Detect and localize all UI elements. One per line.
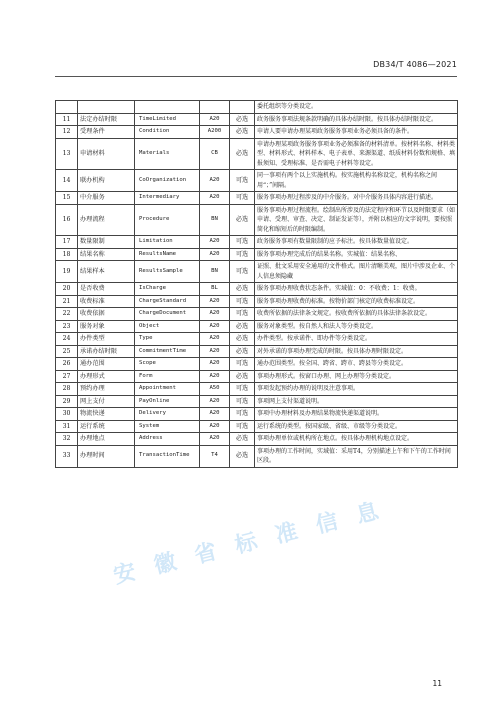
cell-element-code: ResultsName bbox=[135, 248, 200, 261]
cell-data-type: CB bbox=[200, 138, 230, 170]
cell-constraint: 必选 bbox=[230, 320, 255, 333]
cell-data-type: A20 bbox=[200, 170, 230, 192]
table-row bbox=[56, 395, 458, 408]
cell-description: 证照、批文采用安全通用的文件格式。图片清晰美观，图片中涉及企业、个人信息须隐藏 bbox=[255, 261, 458, 283]
cell-element-name: 预约办理 bbox=[78, 383, 135, 396]
table-row bbox=[56, 445, 458, 467]
table-row bbox=[56, 333, 458, 346]
cell-description: 事项中办理材料及办理结果物流快递渠道说明。 bbox=[255, 408, 458, 421]
cell-description: 服务事项办理收费的标准。按物价部门核定的收费标准设定。 bbox=[255, 295, 458, 308]
cell-description: 服务事项办理过程涉及的中介服务。对中介服务具体内容进行描述。 bbox=[255, 192, 458, 205]
cell-element-code: TimeLimited bbox=[135, 113, 200, 126]
cell-element-code: System bbox=[135, 420, 200, 433]
cell-row-number: 13 bbox=[56, 138, 78, 170]
cell-row-number: 22 bbox=[56, 308, 78, 321]
cell-constraint: 必选 bbox=[230, 333, 255, 346]
cell-data-type: A20 bbox=[200, 113, 230, 126]
table-row bbox=[56, 236, 458, 249]
cell-element-code: ChargeStandard bbox=[135, 295, 200, 308]
cell-row-number: 21 bbox=[56, 295, 78, 308]
cell-description: 事项办理单位或机构所在地点。按具体办理机构地点设定。 bbox=[255, 433, 458, 446]
cell-element-name: 收费标准 bbox=[78, 295, 135, 308]
cell-row-number: 15 bbox=[56, 192, 78, 205]
cell-element-code: Form bbox=[135, 370, 200, 383]
cell-element-name bbox=[78, 101, 135, 114]
cell-data-type: A20 bbox=[200, 308, 230, 321]
cell-data-type: A20 bbox=[200, 236, 230, 249]
table-row bbox=[56, 101, 458, 114]
cell-description: 申请办理某项政务服务事项业务必须准备的材料清单。按材料名称、材料类型、材料形式、材料样本、电子表单、来源渠道、纸质材料份数和规格、填报须知、受理标准、是否需电子材料等设定。 bbox=[255, 138, 458, 170]
table-row bbox=[56, 283, 458, 296]
cell-data-type: A20 bbox=[200, 192, 230, 205]
cell-description: 对外承诺的事项办理完成的时限。按具体办理时限设定。 bbox=[255, 345, 458, 358]
table-row bbox=[56, 261, 458, 283]
cell-constraint: 必选 bbox=[230, 204, 255, 236]
cell-row-number: 16 bbox=[56, 204, 78, 236]
cell-description: 服务事项办理过程流程。绘制出所涉及的法定程序和环节以及时限要求（如申请、受理、审查、决定、制证发证等），并附以相应的文字说明，要按照简化和缩短后的时限编制。 bbox=[255, 204, 458, 236]
cell-constraint: 必选 bbox=[230, 445, 255, 467]
cell-constraint: 可选 bbox=[230, 308, 255, 321]
cell-element-name: 运行系统 bbox=[78, 420, 135, 433]
cell-row-number: 29 bbox=[56, 395, 78, 408]
table-row bbox=[56, 126, 458, 139]
cell-element-name: 办理时间 bbox=[78, 445, 135, 467]
cell-row-number: 20 bbox=[56, 283, 78, 296]
page-number: 11 bbox=[432, 679, 442, 688]
table-row bbox=[56, 420, 458, 433]
cell-element-name: 通办范围 bbox=[78, 358, 135, 371]
cell-constraint: 可选 bbox=[230, 170, 255, 192]
cell-constraint: 可选 bbox=[230, 395, 255, 408]
cell-row-number: 32 bbox=[56, 433, 78, 446]
table-row bbox=[56, 358, 458, 371]
cell-element-name: 数量限制 bbox=[78, 236, 135, 249]
table-row bbox=[56, 138, 458, 170]
cell-element-name: 申请材料 bbox=[78, 138, 135, 170]
cell-data-type: BL bbox=[200, 283, 230, 296]
table-row bbox=[56, 345, 458, 358]
cell-element-code: Procedure bbox=[135, 204, 200, 236]
table-row bbox=[56, 320, 458, 333]
cell-description: 政务服务事项有数量限制的应予标注。按具体数量值设定。 bbox=[255, 236, 458, 249]
cell-constraint: 必选 bbox=[230, 113, 255, 126]
watermark: 安 徽 省 标 准 信 息 bbox=[111, 497, 387, 590]
cell-row-number: 26 bbox=[56, 358, 78, 371]
cell-element-code: TransactionTime bbox=[135, 445, 200, 467]
cell-element-code: Address bbox=[135, 433, 200, 446]
cell-element-name: 中介服务 bbox=[78, 192, 135, 205]
cell-element-name: 办件类型 bbox=[78, 333, 135, 346]
cell-description: 服务事项办理收费状态条件。实域值：0：不收费；1：收费。 bbox=[255, 283, 458, 296]
cell-description: 事项网上支付渠道说明。 bbox=[255, 395, 458, 408]
cell-description: 服务对象类型。按自然人和法人等分类设定。 bbox=[255, 320, 458, 333]
cell-constraint: 必选 bbox=[230, 433, 255, 446]
cell-constraint: 必选 bbox=[230, 283, 255, 296]
header-rule bbox=[55, 76, 457, 77]
cell-data-type: A20 bbox=[200, 295, 230, 308]
cell-element-name: 网上支付 bbox=[78, 395, 135, 408]
cell-element-code: ChargeDocument bbox=[135, 308, 200, 321]
cell-description: 事项办理的工作时间，实域值：采用T4，分别描述上午和下午的工作时间区段。 bbox=[255, 445, 458, 467]
cell-row-number: 23 bbox=[56, 320, 78, 333]
cell-description: 事项办理形式。按窗口办理、网上办理等分类设定。 bbox=[255, 370, 458, 383]
cell-row-number: 33 bbox=[56, 445, 78, 467]
cell-row-number bbox=[56, 101, 78, 114]
cell-row-number: 31 bbox=[56, 420, 78, 433]
cell-element-code: Limitation bbox=[135, 236, 200, 249]
cell-constraint bbox=[230, 101, 255, 114]
cell-constraint: 可选 bbox=[230, 420, 255, 433]
cell-element-name: 办理流程 bbox=[78, 204, 135, 236]
cell-constraint: 可选 bbox=[230, 192, 255, 205]
cell-element-name: 结果名称 bbox=[78, 248, 135, 261]
cell-description: 服务事项办理完成后的结果名称。实城值：结果名称、 bbox=[255, 248, 458, 261]
cell-data-type: A20 bbox=[200, 333, 230, 346]
cell-element-code: Materials bbox=[135, 138, 200, 170]
cell-data-type: A20 bbox=[200, 358, 230, 371]
table-row bbox=[56, 383, 458, 396]
cell-element-code: Object bbox=[135, 320, 200, 333]
cell-data-type: A20 bbox=[200, 320, 230, 333]
cell-element-name: 是否收费 bbox=[78, 283, 135, 296]
cell-element-code: ResultsSample bbox=[135, 261, 200, 283]
table-row bbox=[56, 295, 458, 308]
cell-data-type: BN bbox=[200, 261, 230, 283]
cell-constraint: 可选 bbox=[230, 408, 255, 421]
cell-row-number: 18 bbox=[56, 248, 78, 261]
cell-data-type bbox=[200, 101, 230, 114]
cell-description: 同一事项有两个以上实施机构。按实施机构名称设定，机构名称之间用“；”间隔。 bbox=[255, 170, 458, 192]
cell-data-type: A20 bbox=[200, 395, 230, 408]
cell-element-name: 法定办结时限 bbox=[78, 113, 135, 126]
document-code: DB34/T 4086—2021 bbox=[373, 60, 457, 69]
table-row bbox=[56, 113, 458, 126]
table-row bbox=[56, 204, 458, 236]
cell-row-number: 28 bbox=[56, 383, 78, 396]
cell-element-name: 联办机构 bbox=[78, 170, 135, 192]
table-row bbox=[56, 308, 458, 321]
cell-element-name: 物流快递 bbox=[78, 408, 135, 421]
table-row bbox=[56, 248, 458, 261]
cell-description: 办件类型。按承诺件、即办件等分类设定。 bbox=[255, 333, 458, 346]
cell-element-code: Scope bbox=[135, 358, 200, 371]
cell-data-type: A50 bbox=[200, 383, 230, 396]
cell-data-type: A20 bbox=[200, 370, 230, 383]
cell-element-code: Type bbox=[135, 333, 200, 346]
data-element-table bbox=[55, 100, 458, 468]
cell-description: 收费所依据的法律条文规定。按收费所依据的具体法律条款设定。 bbox=[255, 308, 458, 321]
cell-row-number: 12 bbox=[56, 126, 78, 139]
cell-constraint: 必选 bbox=[230, 345, 255, 358]
cell-element-code: PayOnline bbox=[135, 395, 200, 408]
cell-data-type: BN bbox=[200, 204, 230, 236]
cell-row-number: 25 bbox=[56, 345, 78, 358]
cell-element-name: 结果样本 bbox=[78, 261, 135, 283]
cell-data-type: A20 bbox=[200, 345, 230, 358]
cell-row-number: 17 bbox=[56, 236, 78, 249]
cell-data-type: T4 bbox=[200, 445, 230, 467]
table-row bbox=[56, 433, 458, 446]
cell-constraint: 必选 bbox=[230, 370, 255, 383]
cell-element-code: Delivery bbox=[135, 408, 200, 421]
cell-element-name: 收费依据 bbox=[78, 308, 135, 321]
cell-description: 事项发起预约办理的说明及注意事项。 bbox=[255, 383, 458, 396]
cell-element-code: CommitmentTime bbox=[135, 345, 200, 358]
cell-row-number: 19 bbox=[56, 261, 78, 283]
cell-description: 运行系统的类型。按国家级、省级、市级等分类设定。 bbox=[255, 420, 458, 433]
cell-description: 通办范围类型。按全国、跨省、跨市、跨县等分类设定。 bbox=[255, 358, 458, 371]
cell-element-code: Condition bbox=[135, 126, 200, 139]
cell-element-code: CoOrganization bbox=[135, 170, 200, 192]
cell-element-name: 服务对象 bbox=[78, 320, 135, 333]
cell-description: 政务服务事项法规条款明确的具体办结时限。按具体办结时限设定。 bbox=[255, 113, 458, 126]
cell-data-type: A20 bbox=[200, 408, 230, 421]
cell-data-type: A20 bbox=[200, 420, 230, 433]
cell-constraint: 可选 bbox=[230, 248, 255, 261]
table-row bbox=[56, 170, 458, 192]
cell-row-number: 30 bbox=[56, 408, 78, 421]
cell-row-number: 27 bbox=[56, 370, 78, 383]
cell-data-type: A20 bbox=[200, 433, 230, 446]
table-row bbox=[56, 408, 458, 421]
cell-constraint: 可选 bbox=[230, 261, 255, 283]
cell-row-number: 24 bbox=[56, 333, 78, 346]
cell-data-type: A20 bbox=[200, 248, 230, 261]
cell-constraint: 必选 bbox=[230, 138, 255, 170]
table-row bbox=[56, 192, 458, 205]
table-body bbox=[56, 101, 458, 468]
cell-element-code: IsCharge bbox=[135, 283, 200, 296]
cell-description: 委托组织等分类设定。 bbox=[255, 101, 458, 114]
cell-row-number: 14 bbox=[56, 170, 78, 192]
cell-element-name: 受理条件 bbox=[78, 126, 135, 139]
cell-constraint: 可选 bbox=[230, 383, 255, 396]
cell-element-code bbox=[135, 101, 200, 114]
cell-constraint: 可选 bbox=[230, 295, 255, 308]
cell-element-code: Intermediary bbox=[135, 192, 200, 205]
cell-constraint: 可选 bbox=[230, 236, 255, 249]
cell-constraint: 可选 bbox=[230, 358, 255, 371]
table-row bbox=[56, 370, 458, 383]
cell-data-type: A200 bbox=[200, 126, 230, 139]
cell-element-name: 办理形式 bbox=[78, 370, 135, 383]
cell-element-code: Appointment bbox=[135, 383, 200, 396]
cell-element-name: 承诺办结时限 bbox=[78, 345, 135, 358]
cell-row-number: 11 bbox=[56, 113, 78, 126]
cell-constraint: 必选 bbox=[230, 126, 255, 139]
cell-element-name: 办理地点 bbox=[78, 433, 135, 446]
cell-description: 申请人要申请办理某项政务服务事项业务必须具备的条件。 bbox=[255, 126, 458, 139]
